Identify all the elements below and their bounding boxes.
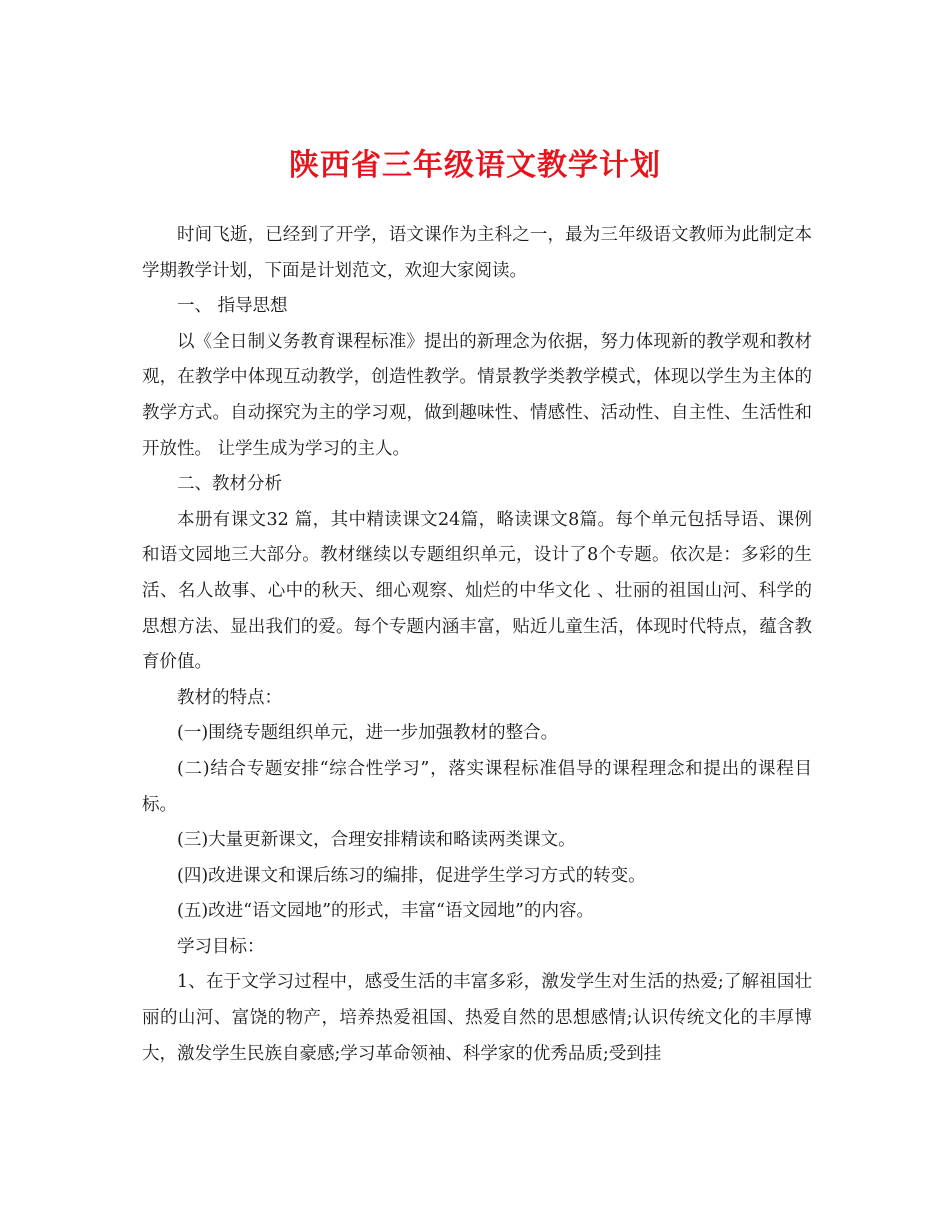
feature-item-2: (二)结合专题安排“综合性学习”，落实课程标准倡导的课程理念和提出的课程目标。 [142,758,812,815]
paragraph-intro: 时间飞逝，已经到了开学，语文课作为主科之一，最为三年级语文教师为此制定本学期教学计划，下面是计划范文，欢迎大家阅读。 [142,225,812,281]
feature-item-3: (三)大量更新课文，合理安排精读和略读两类课文。 [177,830,576,851]
heading-textbook-features: 教材的特点： [177,687,282,708]
paragraph-guiding-thought: 以《全日制义务教育课程标准》提出的新理念为依据，努力体现新的教学观和教材观，在教学中体现互动教学，创造性教学。情景教学类教学模式，体现以学生为主体的教学方式。自动探究为主的学习观，做到趣味性、情感性、活动性、自主性、生活性和开放性。 让学生成为学习的主人。 [142,331,812,459]
document-body [142,218,812,1072]
feature-item-4: (四)改进课文和课后练习的编排，促进学生学习方式的转变。 [177,865,646,886]
document-title: 陕西省三年级语文教学计划 [289,148,661,183]
paragraph-textbook-analysis: 本册有课文32 篇，其中精读课文24篇，略读课文8篇。每个单元包括导语、课例和语文园地三大部分。教材继续以专题组织单元，设计了8个专题。依次是：多彩的生活、名人故事、心中的秋天、细心观察、灿烂的中华文化 、壮丽的祖国山河、科学的思想方法、显出我们的爱。每个专题内涵丰富，贴近儿童生活，体现时代特点，蕴含教育价值。 [142,509,812,673]
heading-textbook-analysis: 二、教材分析 [177,474,282,495]
heading-learning-goals: 学习目标： [177,936,265,957]
heading-guiding-thought: 一、 指导思想 [177,296,288,317]
feature-item-1: (一)围绕专题组织单元，进一步加强教材的整合。 [177,723,559,744]
feature-item-5: (五)改进“语文园地”的形式，丰富“语文园地”的内容。 [177,901,594,922]
learning-goal-1: 1、在于文学习过程中，感受生活的丰富多彩，激发学生对生活的热爱;了解祖国壮丽的山河、富饶的物产，培养热爱祖国、热爱自然的思想感情;认识传统文化的丰厚博大，激发学生民族自豪感;学习革命领袖、科学家的优秀品质;受到挂 [142,972,812,1064]
